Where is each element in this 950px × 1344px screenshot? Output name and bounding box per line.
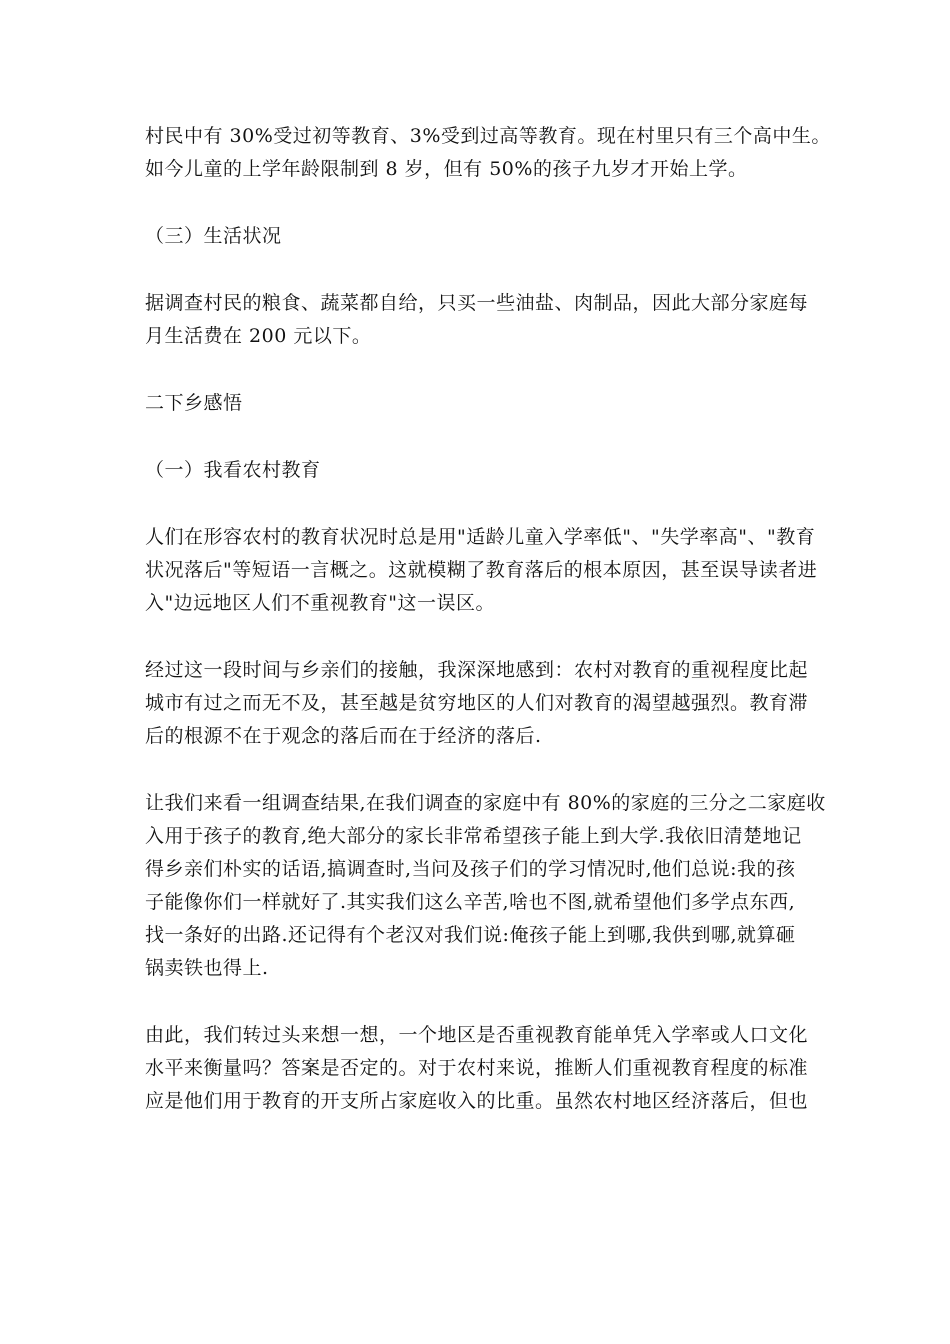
text-line: 让我们来看一组调查结果,在我们调查的家庭中有 80%的家庭的三分之二家庭收 — [145, 792, 826, 814]
subsection-heading-rural-education: （一）我看农村教育 — [145, 459, 321, 481]
text-line: 得乡亲们朴实的话语,搞调查时,当问及孩子们的学习情况时,他们总说:我的孩 — [145, 858, 796, 880]
paragraph-conclusion — [145, 1019, 825, 1118]
text-line: 人们在形容农村的教育状况时总是用"适龄儿童入学率低"、"失学率高"、"教育 — [145, 526, 816, 548]
paragraph-education-description — [145, 521, 825, 620]
text-line: 后的根源不在于观念的落后而在于经济的落后. — [145, 725, 542, 747]
section-heading-reflections: 二下乡感悟 — [145, 392, 243, 414]
text-line: 应是他们用于教育的开支所占家庭收入的比重。虽然农村地区经济落后，但也 — [145, 1090, 809, 1112]
text-line: 锅卖铁也得上. — [145, 957, 269, 979]
text-line: 据调查村民的粮食、蔬菜都自给，只买一些油盐、肉制品，因此大部分家庭每 — [145, 292, 809, 314]
text-line: 找一条好的出路.还记得有个老汉对我们说:俺孩子能上到哪,我供到哪,就算砸 — [145, 924, 796, 946]
text-line: 入"边远地区人们不重视教育"这一误区。 — [145, 592, 495, 614]
text-line: 入用于孩子的教育,绝大部分的家长非常希望孩子能上到大学.我依旧清楚地记 — [145, 825, 802, 847]
text-line: 由此，我们转过头来想一想，一个地区是否重视教育能单凭入学率或人口文化 — [145, 1024, 809, 1046]
paragraph-living-conditions — [145, 287, 825, 353]
text-line: 村民中有 30%受过初等教育、3%受到过高等教育。现在村里只有三个高中生。 — [145, 125, 831, 147]
text-line: 城市有过之而无不及，甚至越是贫穷地区的人们对教育的渴望越强烈。教育滞 — [145, 692, 809, 714]
paragraph-personal-observation — [145, 654, 825, 753]
text-line: 月生活费在 200 元以下。 — [145, 325, 372, 347]
paragraph-education-stats — [145, 120, 831, 186]
paragraph-survey-results — [145, 787, 825, 985]
text-line: 如今儿童的上学年龄限制到 8 岁，但有 50%的孩子九岁才开始上学。 — [145, 158, 748, 180]
text-line: 经过这一段时间与乡亲们的接触，我深深地感到：农村对教育的重视程度比起 — [145, 659, 809, 681]
document-body — [145, 120, 831, 1152]
text-line: 水平来衡量吗？答案是否定的。对于农村来说，推断人们重视教育程度的标准 — [145, 1057, 809, 1079]
section-heading-living-conditions: （三）生活状况 — [145, 225, 282, 247]
text-line: 状况落后"等短语一言概之。这就模糊了教育落后的根本原因，甚至误导读者进 — [145, 559, 818, 581]
text-line: 子能像你们一样就好了.其实我们这么辛苦,啥也不图,就希望他们多学点东西, — [145, 891, 796, 913]
